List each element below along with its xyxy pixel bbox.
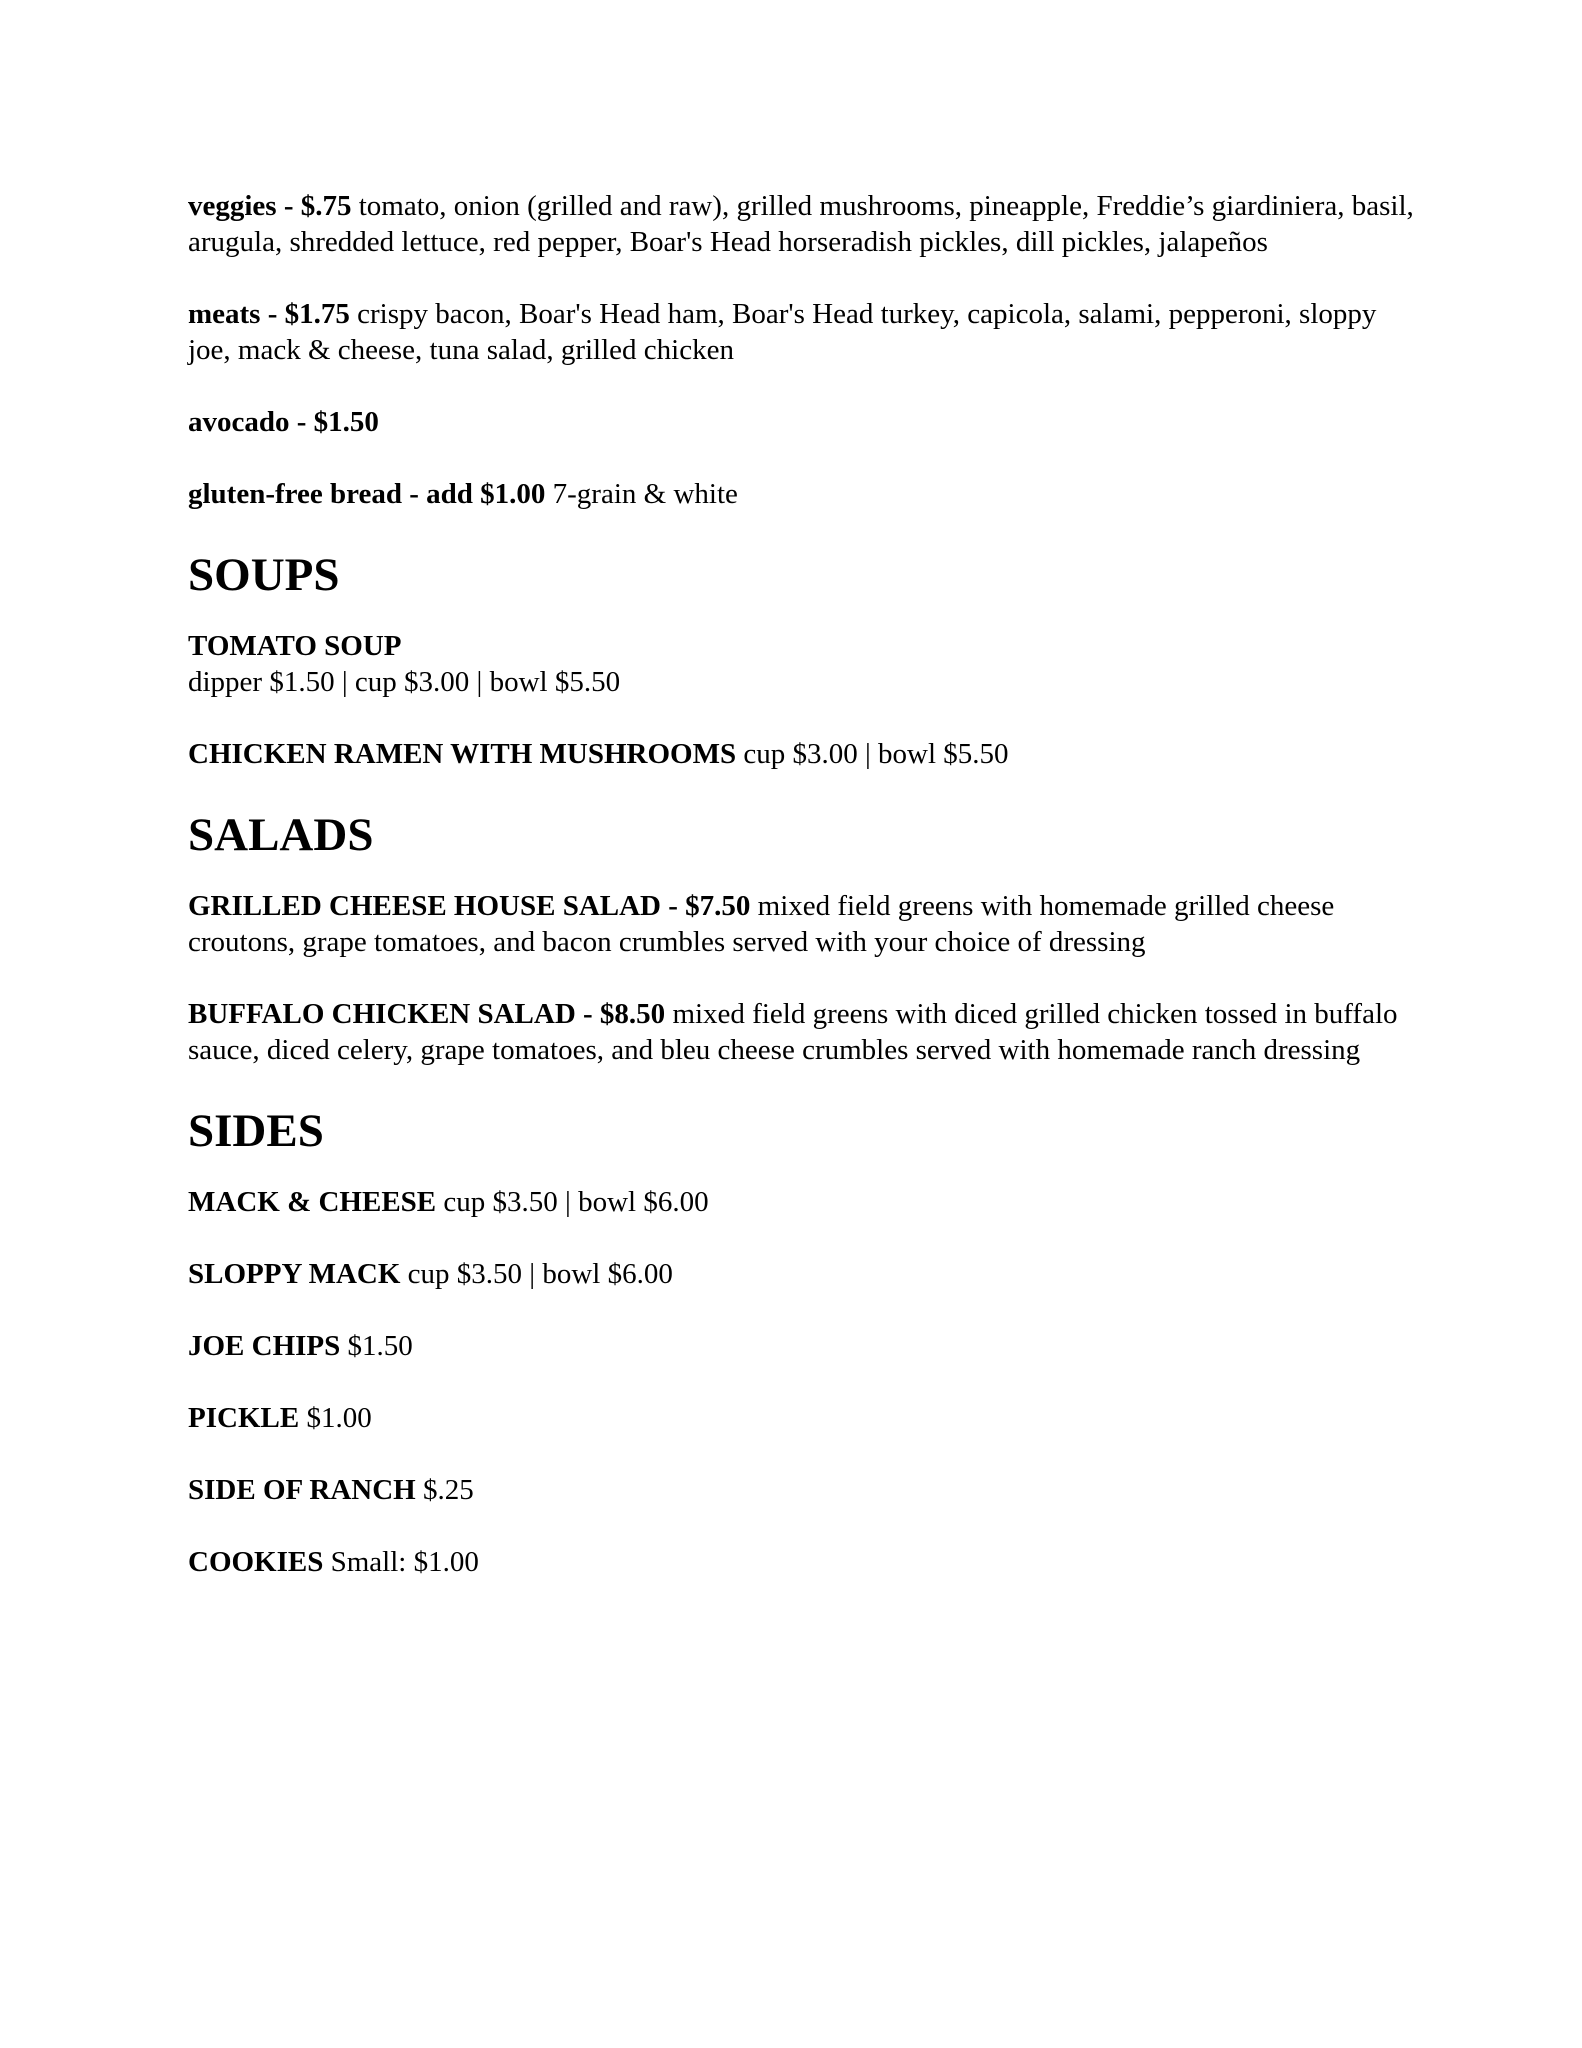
addon-label: veggies - $.75 — [188, 190, 352, 222]
side-prices: $1.00 — [299, 1402, 372, 1434]
addon-description: tomato, onion (grilled and raw), grilled mushrooms, pineapple, Freddie’s giardiniera, basil, arugula, shredded lettuce, red pepper, Boar's Head horseradish pickles, dill pickles, jalapeños — [188, 190, 1414, 258]
side-joe-chips — [188, 1328, 1418, 1364]
side-prices: cup $3.50 | bowl $6.00 — [436, 1186, 709, 1218]
salad-description: mixed field greens with diced grilled chicken tossed in buffalo sauce, diced celery, grape tomatoes, and bleu cheese crumbles served with homemade ranch dressing — [188, 998, 1398, 1066]
addon-description: crispy bacon, Boar's Head ham, Boar's Head turkey, capicola, salami, pepperoni, sloppy joe, mack & cheese, tuna salad, grilled chicken — [188, 298, 1377, 366]
salad-buffalo-chicken — [188, 996, 1418, 1068]
side-label: SLOPPY MACK — [188, 1258, 401, 1290]
side-mack-and-cheese — [188, 1184, 1418, 1220]
side-label: MACK & CHEESE — [188, 1186, 437, 1218]
side-label: JOE CHIPS — [188, 1330, 341, 1362]
side-prices: Small: $1.00 — [323, 1546, 479, 1578]
soup-label: TOMATO SOUP — [188, 630, 402, 662]
addon-label: gluten-free bread - add $1.00 — [188, 478, 546, 510]
soup-prices: cup $3.00 | bowl $5.50 — [736, 738, 1009, 770]
side-label: SIDE OF RANCH — [188, 1474, 416, 1506]
salads-heading: SALADS — [188, 809, 374, 861]
side-sloppy-mack — [188, 1256, 1418, 1292]
addon-meats — [188, 296, 1418, 368]
sides-heading: SIDES — [188, 1105, 324, 1157]
side-pickle — [188, 1400, 1418, 1436]
side-label: PICKLE — [188, 1402, 300, 1434]
side-label: COOKIES — [188, 1546, 324, 1578]
soup-label: CHICKEN RAMEN WITH MUSHROOMS — [188, 738, 737, 770]
addon-label: meats - $1.75 — [188, 298, 350, 330]
salad-label: BUFFALO CHICKEN SALAD - $8.50 — [188, 998, 666, 1030]
salad-label: GRILLED CHEESE HOUSE SALAD - $7.50 — [188, 890, 751, 922]
soups-heading: SOUPS — [188, 549, 340, 601]
salad-grilled-cheese-house — [188, 888, 1418, 960]
soup-chicken-ramen — [188, 736, 1418, 772]
side-prices: cup $3.50 | bowl $6.00 — [400, 1258, 673, 1290]
side-prices: $.25 — [415, 1474, 474, 1506]
soup-prices: dipper $1.50 | cup $3.00 | bowl $5.50 — [188, 666, 621, 698]
addon-veggies — [188, 188, 1418, 260]
side-prices: $1.50 — [340, 1330, 413, 1362]
salad-description: mixed field greens with homemade grilled cheese croutons, grape tomatoes, and bacon crumbles served with your choice of dressing — [188, 890, 1335, 958]
side-ranch — [188, 1472, 1418, 1508]
menu-page — [188, 188, 1418, 1616]
soup-tomato — [188, 628, 1418, 700]
addon-avocado — [188, 404, 1418, 440]
addon-gluten-free-bread — [188, 476, 1418, 512]
side-cookies — [188, 1544, 1418, 1580]
addon-description: 7-grain & white — [545, 478, 738, 510]
addon-label: avocado - $1.50 — [188, 406, 379, 438]
